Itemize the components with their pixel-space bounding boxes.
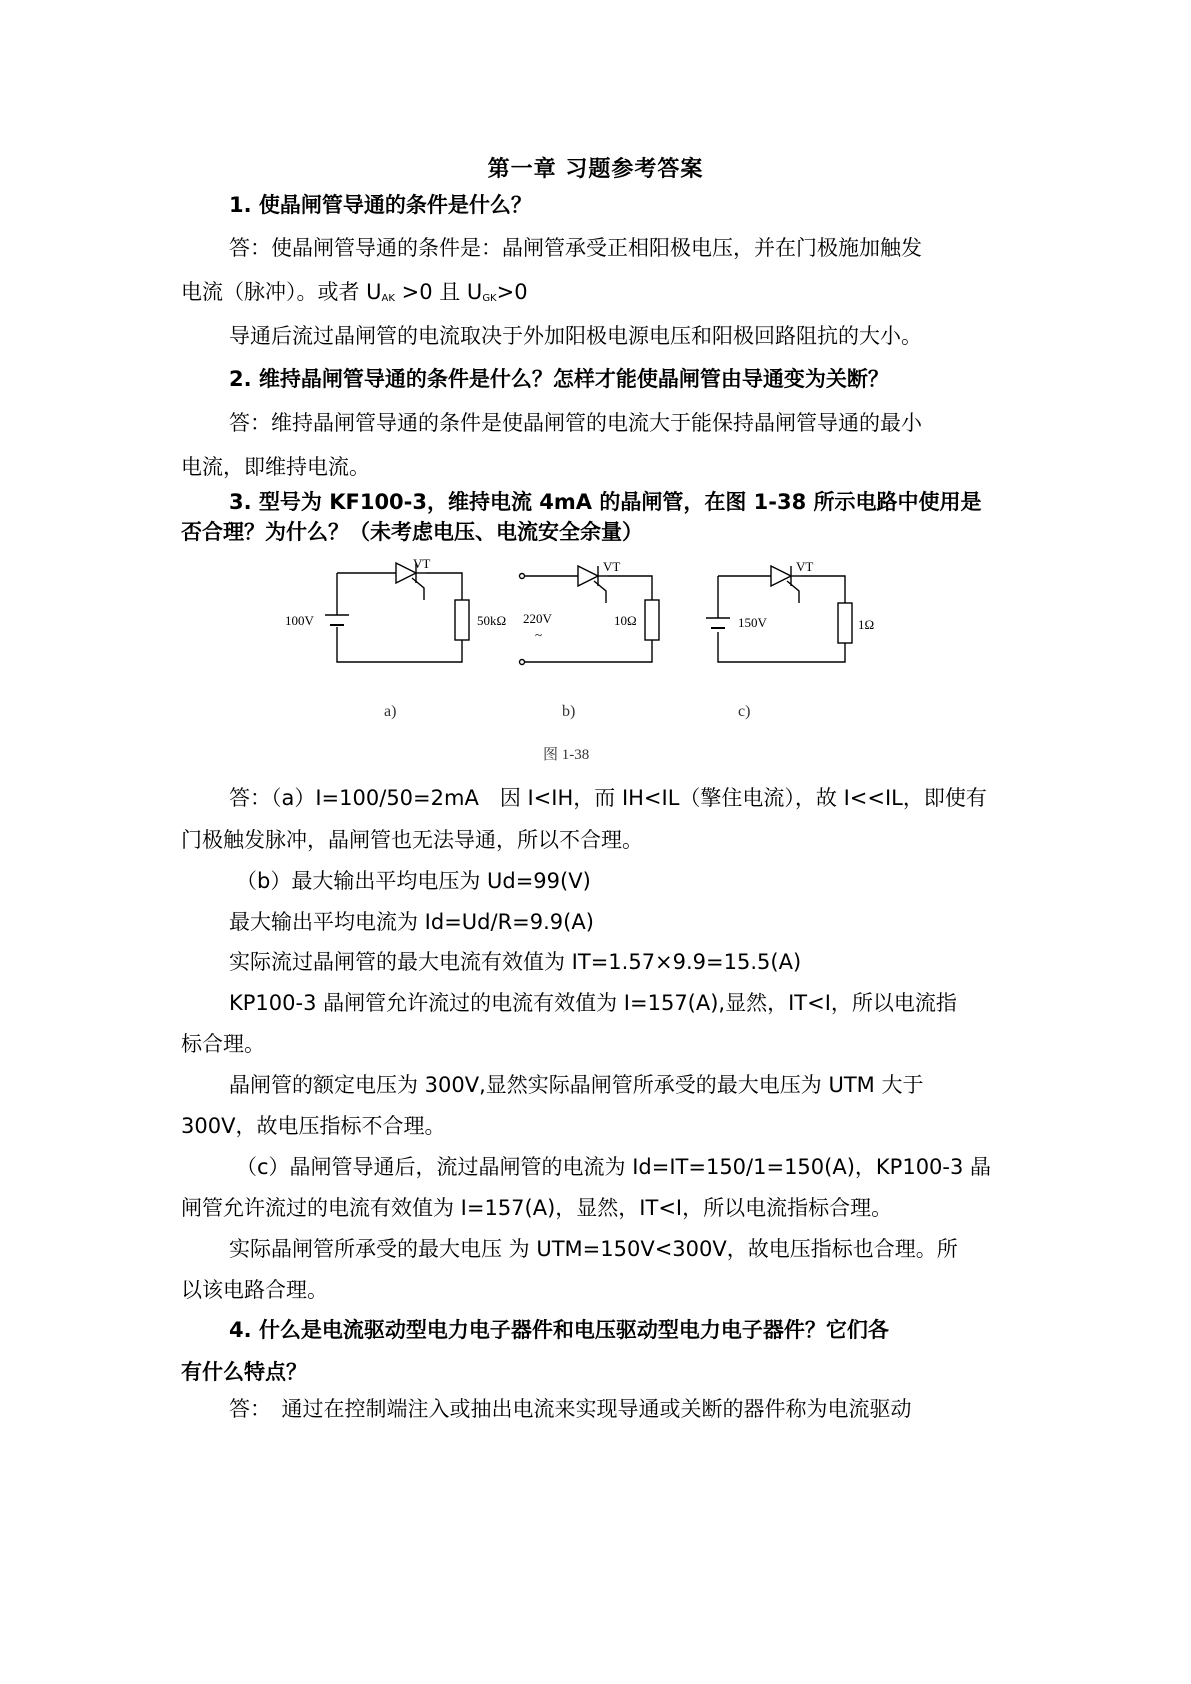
circuit-a — [325, 563, 469, 662]
circuit-b-vt-label: VT — [603, 559, 621, 574]
circuit-a-load-label: 50kΩ — [477, 613, 507, 628]
question-2: 2. 维持晶闸管导通的条件是什么？怎样才能使晶闸管由导通变为关断？ — [229, 367, 889, 391]
answer-3b-line-1: （b）最大输出平均电压为 Ud=99(V) — [236, 869, 591, 893]
circuit-b-source-label: 220V — [523, 611, 552, 626]
answer-2-line-1: 答：维持晶闸管导通的条件是使晶闸管的电流大于能保持晶闸管导通的最小 — [229, 411, 922, 435]
answer-3b-line-6: 晶闸管的额定电压为 300V,显然实际晶闸管所承受的最大电压为 UTM 大于 — [229, 1073, 924, 1097]
answer-3b-line-3: 实际流过晶闸管的最大电流有效值为 IT=1.57×9.9=15.5(A) — [229, 950, 802, 974]
question-1: 1. 使晶闸管导通的条件是什么？ — [229, 193, 532, 217]
question-4-line-1: 4. 什么是电流驱动型电力电子器件和电压驱动型电力电子器件？它们各 — [229, 1318, 889, 1342]
answer-1-line-1: 答：使晶闸管导通的条件是：晶闸管承受正相阳极电压，并在门极施加触发 — [229, 236, 922, 260]
answer-3a-line-2: 门极触发脉冲，晶闸管也无法导通，所以不合理。 — [181, 828, 643, 852]
question-3-line-1: 3. 型号为 KF100-3，维持电流 4mA 的晶闸管，在图 1-38 所示电路中使用是 — [229, 490, 982, 514]
circuit-a-source-label: 100V — [285, 613, 314, 628]
subscript-ak: AK — [381, 293, 395, 304]
answer-3b-line-4: KP100-3 晶闸管允许流过的电流有效值为 I=157(A),显然，IT<I，所以电流指 — [229, 991, 957, 1015]
answer-3c-line-3: 实际晶闸管所承受的最大电压 为 UTM=150V<300V，故电压指标也合理。所 — [229, 1237, 958, 1261]
caption-a: a) — [384, 703, 397, 720]
question-4-line-2: 有什么特点？ — [181, 1360, 307, 1384]
answer-1-line-3: 导通后流过晶闸管的电流取决于外加阳极电源电压和阳极回路阻抗的大小。 — [229, 324, 922, 348]
circuit-c-source-label: 150V — [738, 615, 767, 630]
circuit-b-ac-symbol: ~ — [535, 627, 543, 642]
figure-1-38 — [285, 555, 950, 690]
answer-3a-line-1: 答：（a）I=100/50=2mA 因 I<IH，而 IH<IL（擎住电流），故 I<<IL，即使有 — [229, 786, 987, 810]
circuit-b-load-label: 10Ω — [614, 613, 637, 628]
answer-1-line-2 — [181, 276, 1011, 306]
chapter-title: 第一章 习题参考答案 — [487, 157, 704, 182]
answer-1-text-a: 电流（脉冲）。或者 U — [181, 280, 382, 304]
circuit-c-vt-label: VT — [796, 559, 814, 574]
answer-3c-line-1: （c）晶闸管导通后，流过晶闸管的电流为 Id=IT=150/1=150(A)，KP100-3 晶 — [236, 1155, 992, 1179]
answer-1-text-c: >0 — [496, 280, 528, 304]
circuit-a-vt-label: VT — [413, 556, 431, 571]
question-3-line-2: 否合理？为什么？（未考虑电压、电流安全余量） — [181, 520, 643, 544]
caption-b: b) — [562, 703, 576, 720]
answer-3b-line-5: 标合理。 — [181, 1032, 265, 1056]
answer-3c-line-2: 闸管允许流过的电流有效值为 I=157(A)，显然，IT<I，所以电流指标合理。 — [181, 1196, 893, 1220]
circuit-c-load-label: 1Ω — [858, 617, 875, 632]
answer-3b-line-2: 最大输出平均电流为 Id=Ud/R=9.9(A) — [229, 910, 594, 934]
answer-3c-line-4: 以该电路合理。 — [181, 1278, 328, 1302]
figure-caption: 图 1-38 — [543, 747, 590, 763]
answer-1-text-b: >0 且 U — [394, 280, 483, 304]
caption-c: c) — [738, 703, 751, 720]
circuit-c — [706, 566, 852, 662]
answer-3b-line-7: 300V，故电压指标不合理。 — [181, 1114, 446, 1138]
answer-2-line-2: 电流，即维持电流。 — [181, 455, 370, 479]
subscript-gk: GK — [482, 293, 497, 304]
answer-4-line-1: 答： 通过在控制端注入或抽出电流来实现导通或关断的器件称为电流驱动 — [229, 1397, 912, 1421]
